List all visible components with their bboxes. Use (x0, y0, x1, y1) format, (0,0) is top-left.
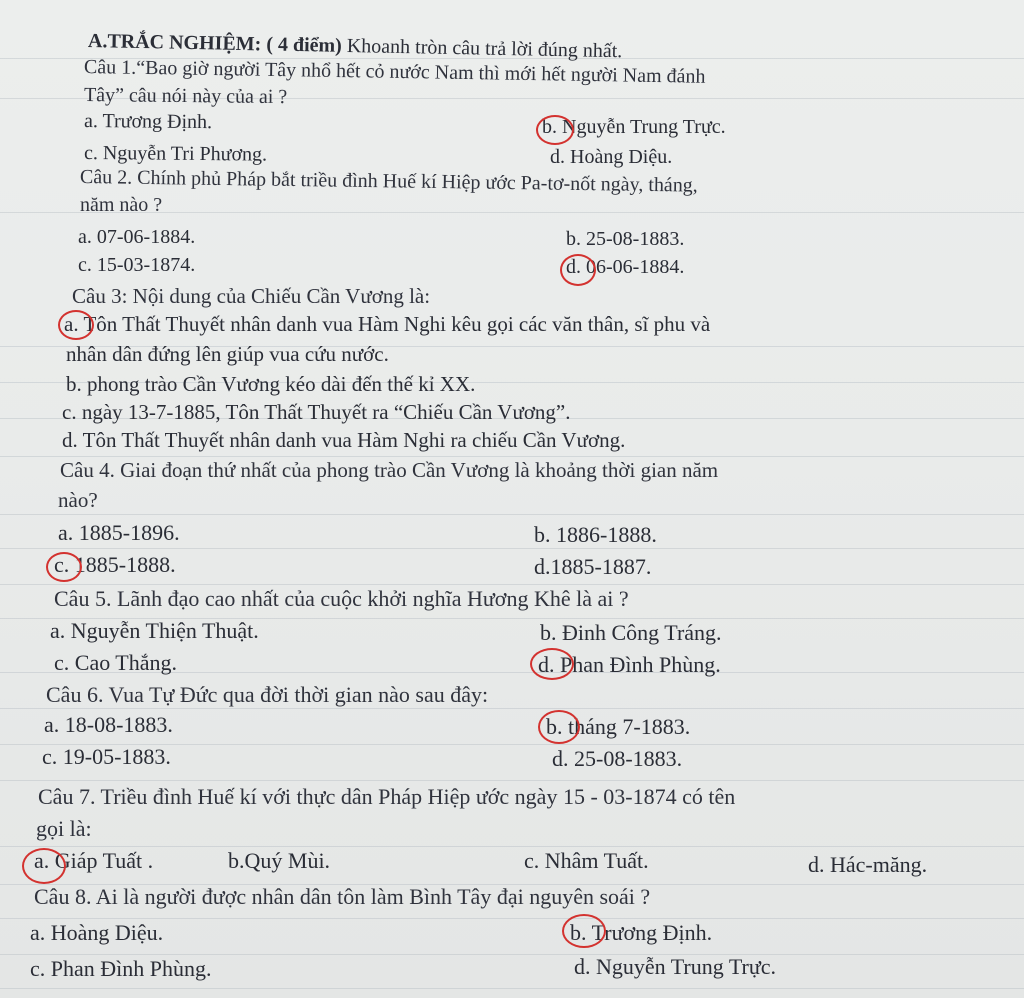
question-2-option-a: a. 07-06-1884. (78, 226, 196, 248)
question-3-option-d: d. Tôn Thất Thuyết nhân danh vua Hàm Nghi ra chiếu Cần Vương. (62, 428, 626, 452)
ruled-line (0, 954, 1024, 955)
ruled-line (0, 780, 1024, 781)
question-4-line-2: nào? (58, 488, 98, 512)
question-7-option-c: c. Nhâm Tuất. (524, 848, 649, 873)
question-7-line-2: gọi là: (36, 816, 92, 841)
question-4-option-b: b. 1886-1888. (534, 522, 657, 547)
ruled-line (0, 846, 1024, 847)
question-6-option-a: a. 18-08-1883. (44, 712, 173, 737)
question-3-option-c: c. ngày 13-7-1885, Tôn Thất Thuyết ra “Chiếu Cần Vương”. (62, 400, 571, 424)
question-2-line-2: năm nào ? (80, 194, 163, 216)
answer-circle-q7 (22, 848, 66, 884)
answer-circle-q4 (46, 552, 82, 582)
question-6-option-c: c. 19-05-1883. (42, 744, 171, 769)
question-8-line-1: Câu 8. Ai là người được nhân dân tôn làm Bình Tây đại nguyên soái ? (34, 884, 651, 909)
question-5-line-1: Câu 5. Lãnh đạo cao nhất của cuộc khởi nghĩa Hương Khê là ai ? (54, 586, 629, 611)
question-2-line-1: Câu 2. Chính phủ Pháp bắt triều đình Huế kí Hiệp ước Pa-tơ-nốt ngày, tháng, (79, 166, 698, 197)
question-3-option-a: a. Tôn Thất Thuyết nhân danh vua Hàm Nghi kêu gọi các văn thân, sĩ phu và (64, 312, 711, 336)
question-3-option-b: b. phong trào Cần Vương kéo dài đến thế kỉ XX. (66, 372, 476, 396)
section-instruction: Khoanh tròn câu trả lời đúng nhất. (346, 34, 623, 63)
question-8-option-b: b. Trương Định. (570, 920, 713, 945)
question-5-option-d: d. Phan Đình Phùng. (538, 652, 721, 677)
question-4-option-d: d.1885-1887. (534, 554, 652, 579)
question-2-option-b: b. 25-08-1883. (566, 228, 685, 250)
question-7-option-d: d. Hác-măng. (808, 852, 928, 877)
question-4-option-c: c. 1885-1888. (54, 552, 176, 577)
question-2-option-c: c. 15-03-1874. (78, 254, 196, 276)
ruled-line (0, 456, 1024, 457)
ruled-line (0, 584, 1024, 585)
question-8-option-d: d. Nguyễn Trung Trực. (574, 954, 777, 979)
question-1-option-d: d. Hoàng Diệu. (550, 146, 673, 168)
question-5-option-a: a. Nguyễn Thiện Thuật. (50, 618, 259, 643)
question-7-option-a: a. Giáp Tuất . (34, 848, 154, 873)
question-3-line-1: Câu 3: Nội dung của Chiếu Cần Vương là: (72, 284, 431, 308)
section-title: A.TRẮC NGHIỆM: ( 4 điểm) (87, 30, 343, 57)
ruled-line (0, 708, 1024, 709)
question-6-option-d: d. 25-08-1883. (552, 746, 683, 771)
ruled-line (0, 514, 1024, 515)
answer-circle-q6 (538, 710, 580, 744)
answer-circle-q1 (536, 115, 574, 145)
answer-circle-q8 (562, 914, 606, 948)
ruled-line (0, 988, 1024, 989)
question-1-option-c: c. Nguyễn Tri Phương. (83, 142, 268, 166)
answer-circle-q3 (58, 310, 94, 340)
question-7-line-1: Câu 7. Triều đình Huế kí với thực dân Pháp Hiệp ước ngày 15 - 03-1874 có tên (38, 784, 736, 809)
question-7-option-b: b.Quý Mùi. (228, 848, 331, 873)
answer-circle-q5 (530, 648, 574, 680)
question-6-option-b: b. tháng 7-1883. (546, 714, 691, 739)
question-8-option-a: a. Hoàng Diệu. (30, 920, 164, 945)
question-4-option-a: a. 1885-1896. (58, 520, 180, 545)
question-3-option-a-cont: nhân dân đứng lên giúp vua cứu nước. (66, 342, 389, 366)
ruled-line (0, 918, 1024, 919)
question-2-option-d: d. 06-06-1884. (566, 256, 685, 278)
question-6-line-1: Câu 6. Vua Tự Đức qua đời thời gian nào sau đây: (46, 682, 489, 707)
question-4-line-1: Câu 4. Giai đoạn thứ nhất của phong trào Cần Vương là khoảng thời gian năm (60, 458, 719, 482)
question-1-line-2: Tây” câu nói này của ai ? (83, 84, 288, 109)
question-5-option-b: b. Đinh Công Tráng. (540, 620, 722, 645)
question-8-option-c: c. Phan Đình Phùng. (30, 956, 212, 981)
question-1-option-b: b. Nguyễn Trung Trực. (542, 116, 726, 138)
ruled-line (0, 548, 1024, 549)
question-1-line-1: Câu 1.“Bao giờ người Tây nhổ hết cỏ nước Nam thì mới hết người Nam đánh (83, 56, 706, 88)
question-1-option-a: a. Trương Định. (83, 110, 213, 134)
question-5-option-c: c. Cao Thắng. (54, 650, 178, 675)
answer-circle-q2 (560, 254, 596, 286)
